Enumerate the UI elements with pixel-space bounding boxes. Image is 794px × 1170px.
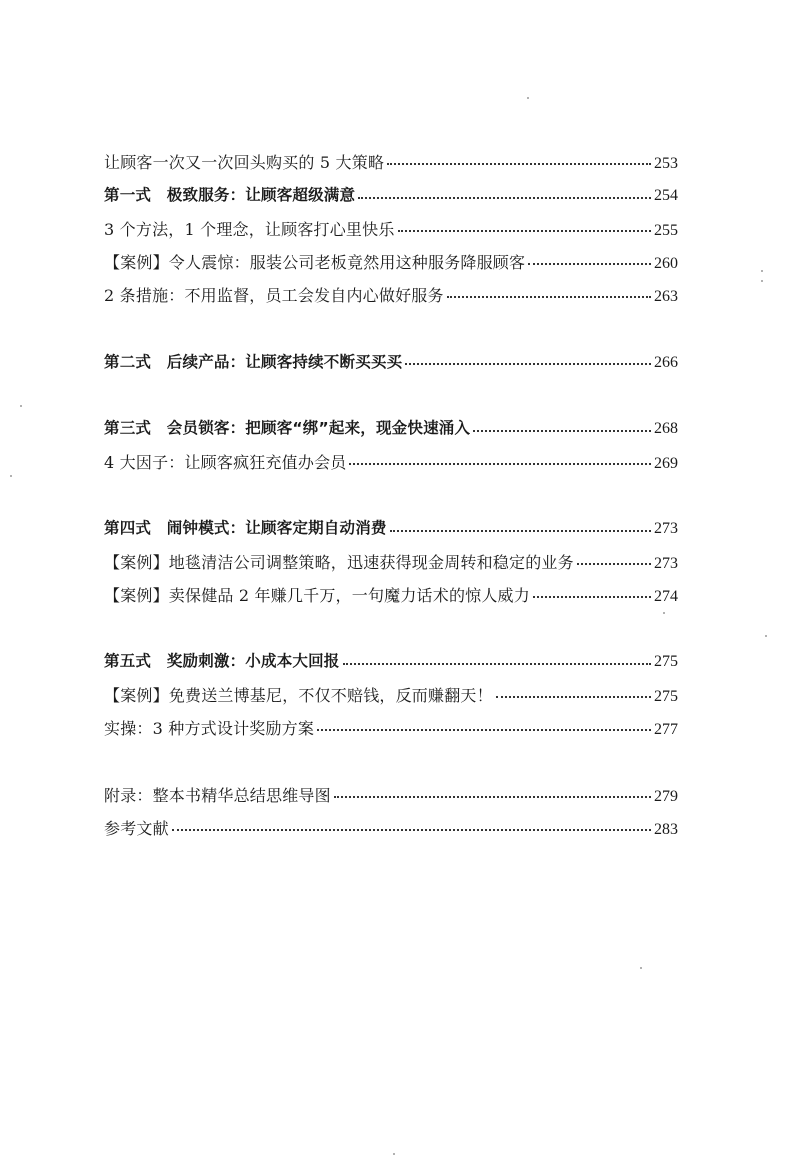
toc-appendix-entry[interactable] [104,779,678,812]
toc-entry-page: 255 [654,221,678,239]
section-spacer [104,479,678,512]
section-spacer [104,379,678,412]
toc-entry-page: 277 [654,721,678,739]
toc-chapter-entry[interactable] [104,512,678,545]
dot-leader [343,662,651,665]
toc-entry-title: 2 条措施：不用监督，员工会发自内心做好服务 [104,286,444,306]
toc-entry[interactable] [104,446,678,479]
scan-speck [761,280,763,282]
dot-leader [317,728,651,731]
toc-entry-page: 254 [654,187,678,205]
dot-leader [334,795,651,798]
toc-entry-title: 3 个方法，1 个理念，让顾客打心里快乐 [104,219,395,239]
toc-entry-page: 263 [654,288,678,306]
dot-leader [496,695,651,698]
dot-leader [349,462,651,465]
dot-leader [577,562,651,565]
toc-chapter-entry[interactable] [104,645,678,678]
toc-case-entry[interactable] [104,246,678,279]
toc-entry-title: 附录：整本书精华总结思维导图 [104,785,331,805]
toc-entry-title: 【案例】令人震惊：服装公司老板竟然用这种服务降服顾客 [104,252,526,272]
toc-entry[interactable] [104,213,678,246]
toc-entry-page: 273 [654,520,678,538]
toc-entry-title: 4 大因子：让顾客疯狂充值办会员 [104,452,347,472]
scan-speck [765,635,767,637]
toc-entry[interactable] [104,712,678,745]
toc-entry-page: 269 [654,454,678,472]
toc-entry-page: 274 [654,587,678,605]
scan-speck [761,270,763,272]
dot-leader [390,529,651,532]
toc-entry-title: 参考文献 [104,818,169,838]
toc-entry-page: 260 [654,254,678,272]
table-of-contents [104,146,678,845]
scan-speck [663,612,665,614]
dot-leader [172,828,651,831]
toc-case-entry[interactable] [104,579,678,612]
toc-entry-title: 第四式 闹钟模式：让顾客定期自动消费 [104,519,387,538]
toc-entry-title: 第一式 极致服务：让顾客超级满意 [104,186,356,205]
scan-speck [20,405,22,407]
section-spacer [104,312,678,345]
dot-leader [398,229,651,232]
dot-leader [528,262,651,265]
section-spacer [104,745,678,778]
toc-entry-page: 273 [654,554,678,572]
dot-leader [387,162,651,165]
scan-speck [640,967,642,969]
dot-leader [405,362,651,365]
toc-entry[interactable] [104,279,678,312]
toc-entry-page: 268 [654,420,678,438]
toc-case-entry[interactable] [104,679,678,712]
toc-entry-title: 【案例】地毯清洁公司调整策略，迅速获得现金周转和稳定的业务 [104,552,574,572]
toc-references-entry[interactable] [104,812,678,845]
scan-speck [10,475,12,477]
toc-entry-title: 第二式 后续产品：让顾客持续不断买买买 [104,352,403,371]
dot-leader [473,429,651,432]
toc-entry-page: 253 [654,155,678,172]
toc-entry-title: 【案例】免费送兰博基尼，不仅不赔钱，反而赚翻天！ [104,685,493,705]
toc-entry-page: 283 [654,820,678,838]
toc-entry-title: 【案例】卖保健品 2 年赚几千万，一句魔力话术的惊人威力 [104,585,530,605]
section-spacer [104,612,678,645]
toc-entry-page: 279 [654,787,678,805]
scan-speck [393,1153,395,1155]
scan-speck [527,97,529,99]
dot-leader [358,196,651,199]
toc-entry-title: 第三式 会员锁客：把顾客“绑”起来，现金快速涌入 [104,419,471,438]
toc-entry-title: 实操：3 种方式设计奖励方案 [104,719,315,739]
toc-entry-page: 275 [654,653,678,671]
toc-entry-title: 让顾客一次又一次回头购买的 5 大策略 [104,153,385,172]
toc-entry-page: 266 [654,353,678,371]
toc-entry-page: 275 [654,687,678,705]
toc-chapter-entry[interactable] [104,346,678,379]
toc-case-entry[interactable] [104,546,678,579]
toc-chapter-entry[interactable] [104,412,678,445]
dot-leader [447,295,651,298]
toc-entry[interactable] [104,146,678,179]
toc-chapter-entry[interactable] [104,179,678,212]
toc-entry-title: 第五式 奖励刺激：小成本大回报 [104,652,340,671]
dot-leader [533,595,651,598]
